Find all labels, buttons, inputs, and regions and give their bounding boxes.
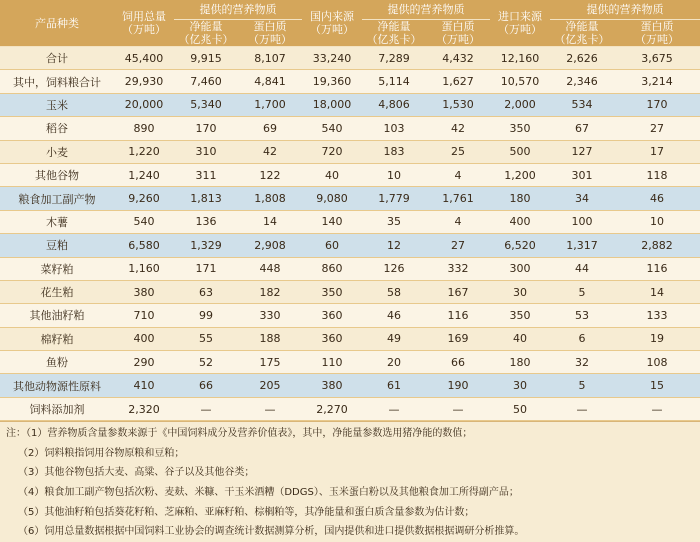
header-net-energy: 净能量 （亿兆卡） — [362, 20, 426, 47]
table-cell: 301 — [550, 163, 614, 186]
row-product-name: 木薯 — [0, 210, 114, 233]
table-cell: 180 — [490, 351, 550, 374]
table-cell: 63 — [174, 280, 238, 303]
table-cell: 108 — [614, 351, 700, 374]
table-cell: 40 — [302, 163, 362, 186]
table-cell: 400 — [490, 210, 550, 233]
table-row — [0, 327, 700, 350]
table-cell: 20 — [362, 351, 426, 374]
header-provided-nutrients-3: 提供的营养物质 — [550, 0, 700, 20]
table-cell: 66 — [174, 374, 238, 397]
table-cell: 46 — [614, 187, 700, 210]
table-cell: 122 — [238, 163, 302, 186]
table-cell: 1,329 — [174, 234, 238, 257]
table-cell: 1,160 — [114, 257, 174, 280]
table-row — [0, 304, 700, 327]
table-cell: 1,700 — [238, 93, 302, 116]
table-cell: 35 — [362, 210, 426, 233]
header-import: 进口来源 （万吨） — [490, 0, 550, 47]
table-cell: 4,806 — [362, 93, 426, 116]
table-cell: 49 — [362, 327, 426, 350]
table-cell: 170 — [174, 117, 238, 140]
table-cell: 5,114 — [362, 70, 426, 93]
table-cell: 1,317 — [550, 234, 614, 257]
table-cell: 540 — [302, 117, 362, 140]
table-cell: 103 — [362, 117, 426, 140]
table-cell: 42 — [238, 140, 302, 163]
table-cell: 171 — [174, 257, 238, 280]
table-cell: 14 — [238, 210, 302, 233]
table-cell: 169 — [426, 327, 490, 350]
table-cell: 860 — [302, 257, 362, 280]
table-cell: 2,320 — [114, 397, 174, 420]
table-cell: 2,908 — [238, 234, 302, 257]
table-row — [0, 257, 700, 280]
table-cell: 380 — [114, 280, 174, 303]
row-product-name: 稻谷 — [0, 117, 114, 140]
table-cell: 34 — [550, 187, 614, 210]
table-cell: 52 — [174, 351, 238, 374]
table-cell: 55 — [174, 327, 238, 350]
row-product-name: 其他动物源性原料 — [0, 374, 114, 397]
row-product-name: 花生粕 — [0, 280, 114, 303]
table-cell: 10 — [362, 163, 426, 186]
table-row — [0, 93, 700, 116]
table-cell: 27 — [426, 234, 490, 257]
row-product-name: 其他谷物 — [0, 163, 114, 186]
table-cell: 720 — [302, 140, 362, 163]
note-line: 注：（1）营养物质含量参数来源于《中国饲料成分及营养价值表》，其中，净能量参数选用猪净能的数值； — [6, 428, 473, 440]
table-cell: 12 — [362, 234, 426, 257]
table-cell: 300 — [490, 257, 550, 280]
table-cell: 60 — [302, 234, 362, 257]
header-protein: 蛋白质 （万吨） — [614, 20, 700, 47]
table-cell: 6,580 — [114, 234, 174, 257]
table-cell: 126 — [362, 257, 426, 280]
table-cell: 19 — [614, 327, 700, 350]
table-cell: 18,000 — [302, 93, 362, 116]
table-cell: 116 — [426, 304, 490, 327]
table-cell: 360 — [302, 327, 362, 350]
row-product-name: 棉籽粕 — [0, 327, 114, 350]
table-cell: 4,432 — [426, 47, 490, 70]
table-cell: 330 — [238, 304, 302, 327]
table-cell: 32 — [550, 351, 614, 374]
table-cell: 360 — [302, 304, 362, 327]
header-provided-nutrients-2: 提供的营养物质 — [362, 0, 490, 20]
table-row — [0, 163, 700, 186]
table-body — [0, 47, 700, 421]
header-product: 产品种类 — [0, 0, 114, 47]
table-cell: 2,882 — [614, 234, 700, 257]
table-cell: 1,627 — [426, 70, 490, 93]
table-cell: 66 — [426, 351, 490, 374]
table-cell: 350 — [490, 117, 550, 140]
note-line: （2）饲料粮指饲用谷物原粮和豆粕； — [18, 447, 185, 459]
table-cell: 1,220 — [114, 140, 174, 163]
table-cell: 30 — [490, 280, 550, 303]
table-cell: 180 — [490, 187, 550, 210]
table-cell: 350 — [302, 280, 362, 303]
table-cell: 7,289 — [362, 47, 426, 70]
table-cell: 118 — [614, 163, 700, 186]
table-cell: 127 — [550, 140, 614, 163]
table-row — [0, 210, 700, 233]
table-row — [0, 351, 700, 374]
table-cell: 12,160 — [490, 47, 550, 70]
row-product-name: 豆粕 — [0, 234, 114, 257]
table-cell: 205 — [238, 374, 302, 397]
table-cell: 4 — [426, 163, 490, 186]
header-net-energy: 净能量 （亿兆卡） — [550, 20, 614, 47]
table-cell: 2,626 — [550, 47, 614, 70]
table-cell: 2,346 — [550, 70, 614, 93]
table-row — [0, 187, 700, 210]
table-cell: 1,240 — [114, 163, 174, 186]
table-cell: 44 — [550, 257, 614, 280]
table-row — [0, 47, 700, 70]
table-cell: 50 — [490, 397, 550, 420]
table-cell: 188 — [238, 327, 302, 350]
table-cell: — — [426, 397, 490, 420]
row-product-name: 玉米 — [0, 93, 114, 116]
table-cell: 116 — [614, 257, 700, 280]
table-cell: 4 — [426, 210, 490, 233]
table-cell: 167 — [426, 280, 490, 303]
table-cell: 14 — [614, 280, 700, 303]
table-cell: 6 — [550, 327, 614, 350]
table-cell: 58 — [362, 280, 426, 303]
table-row — [0, 70, 700, 93]
table-cell: 1,808 — [238, 187, 302, 210]
table-cell: 332 — [426, 257, 490, 280]
table-cell: 400 — [114, 327, 174, 350]
table-cell: 3,214 — [614, 70, 700, 93]
table-cell: 1,813 — [174, 187, 238, 210]
table-cell: 27 — [614, 117, 700, 140]
table-cell: 2,270 — [302, 397, 362, 420]
table-cell: 5 — [550, 374, 614, 397]
table-cell: 20,000 — [114, 93, 174, 116]
table-cell: — — [550, 397, 614, 420]
table-cell: 133 — [614, 304, 700, 327]
table-cell: 175 — [238, 351, 302, 374]
row-product-name: 合计 — [0, 47, 114, 70]
table-cell: 46 — [362, 304, 426, 327]
header-net-energy: 净能量 （亿兆卡） — [174, 20, 238, 47]
table-cell: 9,915 — [174, 47, 238, 70]
table-cell: 311 — [174, 163, 238, 186]
table-cell: 9,260 — [114, 187, 174, 210]
table-cell: 5 — [550, 280, 614, 303]
table-cell: 69 — [238, 117, 302, 140]
note-line: （4）粮食加工副产物包括次粉、麦麸、米糠、干玉米酒糟（DDGS）、玉米蛋白粉以及其他粮食加工所得副产品； — [18, 487, 519, 499]
table-cell: 40 — [490, 327, 550, 350]
row-product-name: 菜籽粕 — [0, 257, 114, 280]
row-product-name: 饲料添加剂 — [0, 397, 114, 420]
table-row — [0, 140, 700, 163]
header-protein: 蛋白质 （万吨） — [426, 20, 490, 47]
table-cell: 10 — [614, 210, 700, 233]
table-cell: — — [614, 397, 700, 420]
table-cell: 170 — [614, 93, 700, 116]
table-notes — [0, 421, 700, 542]
table-cell: 1,761 — [426, 187, 490, 210]
table-cell: 183 — [362, 140, 426, 163]
note-line: （3）其他谷物包括大麦、高粱、谷子以及其他谷类； — [18, 467, 255, 479]
table-cell: 29,930 — [114, 70, 174, 93]
table-cell: 61 — [362, 374, 426, 397]
table-cell: 17 — [614, 140, 700, 163]
note-line: （5）其他油籽粕包括葵花籽粕、芝麻粕、亚麻籽粕、棕榈粕等，其净能量和蛋白质含量参数为估计数； — [18, 506, 475, 518]
table-cell: 25 — [426, 140, 490, 163]
table-cell: 42 — [426, 117, 490, 140]
table-row — [0, 397, 700, 420]
table-cell: 1,530 — [426, 93, 490, 116]
table-cell: 4,841 — [238, 70, 302, 93]
table-cell: 410 — [114, 374, 174, 397]
table-cell: 350 — [490, 304, 550, 327]
row-product-name: 其中，饲料粮合计 — [0, 70, 114, 93]
table-cell: 33,240 — [302, 47, 362, 70]
table-cell: 3,675 — [614, 47, 700, 70]
table-cell: 53 — [550, 304, 614, 327]
header-feed-total: 饲用总量 （万吨） — [114, 0, 174, 47]
table-cell: 540 — [114, 210, 174, 233]
table-cell: 15 — [614, 374, 700, 397]
table-cell: 534 — [550, 93, 614, 116]
header-domestic: 国内来源 （万吨） — [302, 0, 362, 47]
table-cell: 310 — [174, 140, 238, 163]
table-cell: 100 — [550, 210, 614, 233]
table-cell: 110 — [302, 351, 362, 374]
table-cell: 290 — [114, 351, 174, 374]
table-cell: 1,779 — [362, 187, 426, 210]
table-cell: — — [362, 397, 426, 420]
table-cell: 8,107 — [238, 47, 302, 70]
table-cell: 5,340 — [174, 93, 238, 116]
table-cell: 7,460 — [174, 70, 238, 93]
table-cell: — — [238, 397, 302, 420]
table-row — [0, 374, 700, 397]
row-product-name: 粮食加工副产物 — [0, 187, 114, 210]
note-line: （6）饲用总量数据根据中国饲料工业协会的调查统计数据测算分析，国内提供和进口提供数据根据调研分析推算。 — [18, 526, 525, 538]
table-cell: 99 — [174, 304, 238, 327]
table-row — [0, 234, 700, 257]
table-cell: 136 — [174, 210, 238, 233]
table-cell: 890 — [114, 117, 174, 140]
table-cell: 1,200 — [490, 163, 550, 186]
table-cell: 2,000 — [490, 93, 550, 116]
table-cell: 190 — [426, 374, 490, 397]
header-protein: 蛋白质 （万吨） — [238, 20, 302, 47]
row-product-name: 鱼粉 — [0, 351, 114, 374]
table-cell: 710 — [114, 304, 174, 327]
table-cell: 380 — [302, 374, 362, 397]
table-cell: 6,520 — [490, 234, 550, 257]
table-cell: 182 — [238, 280, 302, 303]
table-row — [0, 280, 700, 303]
table-cell: 45,400 — [114, 47, 174, 70]
row-product-name: 其他油籽粕 — [0, 304, 114, 327]
table-cell: 19,360 — [302, 70, 362, 93]
table-cell: — — [174, 397, 238, 420]
table-cell: 448 — [238, 257, 302, 280]
table-cell: 500 — [490, 140, 550, 163]
table-cell: 10,570 — [490, 70, 550, 93]
table-cell: 30 — [490, 374, 550, 397]
table-cell: 67 — [550, 117, 614, 140]
table-row — [0, 117, 700, 140]
row-product-name: 小麦 — [0, 140, 114, 163]
table-cell: 9,080 — [302, 187, 362, 210]
table-header — [0, 0, 700, 47]
table-cell: 140 — [302, 210, 362, 233]
header-provided-nutrients-1: 提供的营养物质 — [174, 0, 302, 20]
